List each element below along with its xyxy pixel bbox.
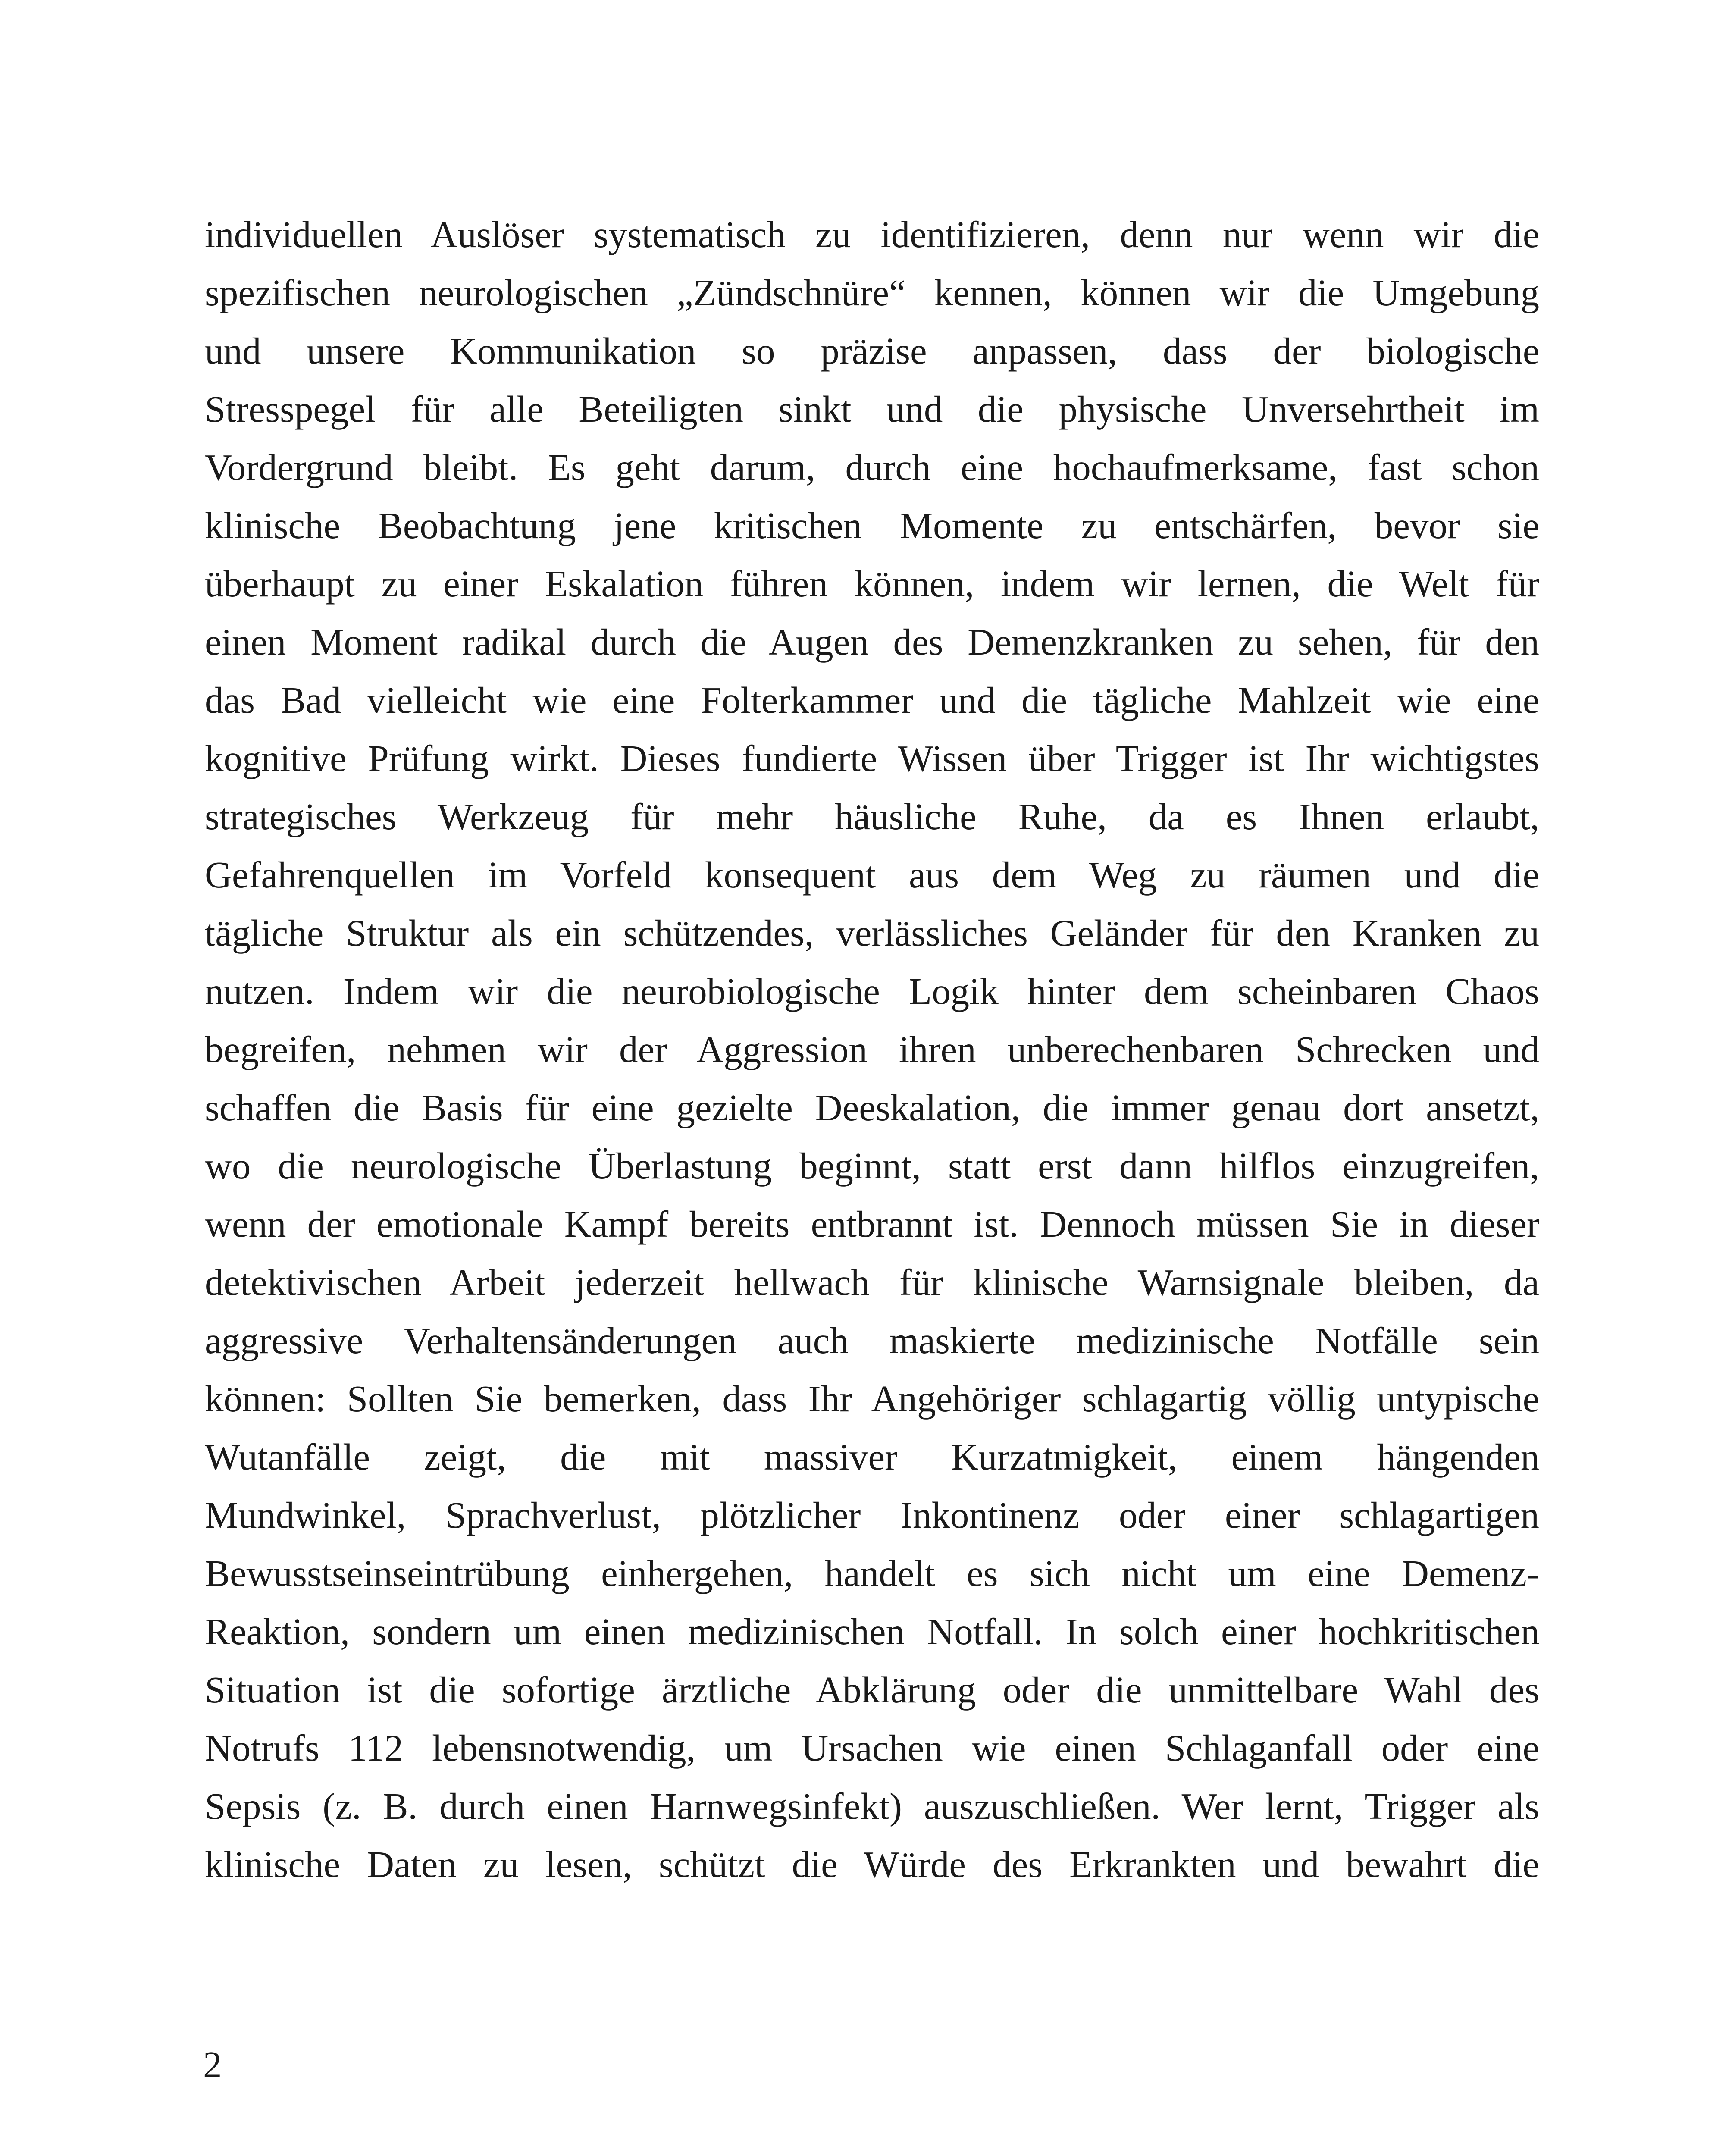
text-line: Bewusstseinseintrübung einhergehen, handelt es sich nicht um eine Demenz- (205, 1552, 1539, 1594)
text-line: klinische Beobachtung jene kritischen Momente zu entschärfen, bevor sie (205, 505, 1540, 546)
text-line: schaffen die Basis für eine gezielte Deeskalation, die immer genau dort ansetzt, (205, 1087, 1540, 1128)
text-line: begreifen, nehmen wir der Aggression ihren unberechenbaren Schrecken und (205, 1028, 1539, 1070)
text-line: Sepsis (z. B. durch einen Harnwegsinfekt) auszuschließen. Wer lernt, Trigger als (205, 1785, 1539, 1827)
text-line: Notrufs 112 lebensnotwendig, um Ursachen wie einen Schlaganfall oder eine (205, 1727, 1540, 1769)
body-paragraph (205, 205, 1539, 1893)
text-line: einen Moment radikal durch die Augen des Demenzkranken zu sehen, für den (205, 621, 1539, 663)
text-line: Mundwinkel, Sprachverlust, plötzlicher Inkontinenz oder einer schlagartigen (205, 1494, 1539, 1536)
text-line: und unsere Kommunikation so präzise anpassen, dass der biologische (205, 330, 1540, 372)
text-line: Reaktion, sondern um einen medizinischen Notfall. In solch einer hochkritischen (205, 1611, 1540, 1652)
text-line: aggressive Verhaltensänderungen auch maskierte medizinische Notfälle sein (205, 1319, 1539, 1361)
text-line: nutzen. Indem wir die neurobiologische Logik hinter dem scheinbaren Chaos (205, 970, 1539, 1012)
text-line: Gefahrenquellen im Vorfeld konsequent aus dem Weg zu räumen und die (205, 854, 1540, 896)
text-line: tägliche Struktur als ein schützendes, verlässliches Geländer für den Kranken zu (205, 912, 1540, 954)
text-line: strategisches Werkzeug für mehr häusliche Ruhe, da es Ihnen erlaubt, (205, 796, 1540, 837)
text-line: Stresspegel für alle Beteiligten sinkt und die physische Unversehrtheit im (205, 388, 1539, 430)
text-line: kognitive Prüfung wirkt. Dieses fundierte Wissen über Trigger ist Ihr wichtigstes (205, 737, 1539, 779)
text-line: klinische Daten zu lesen, schützt die Würde des Erkrankten und bewahrt die (205, 1843, 1539, 1885)
text-line: spezifischen neurologischen „Zündschnüre“ kennen, können wir die Umgebung (205, 272, 1540, 313)
text-line: wenn der emotionale Kampf bereits entbrannt ist. Dennoch müssen Sie in dieser (205, 1203, 1539, 1245)
text-line: Vordergrund bleibt. Es geht darum, durch eine hochaufmerksame, fast schon (205, 446, 1540, 488)
text-line: Situation ist die sofortige ärztliche Abklärung oder die unmittelbare Wahl des (205, 1669, 1539, 1711)
page-number: 2 (203, 2043, 222, 2085)
text-line: können: Sollten Sie bemerken, dass Ihr Angehöriger schlagartig völlig untypische (205, 1378, 1540, 1420)
text-line: detektivischen Arbeit jederzeit hellwach für klinische Warnsignale bleiben, da (205, 1261, 1539, 1303)
text-line: überhaupt zu einer Eskalation führen können, indem wir lernen, die Welt für (205, 563, 1540, 605)
text-line: wo die neurologische Überlastung beginnt, statt erst dann hilflos einzugreifen, (205, 1145, 1539, 1187)
text-line: individuellen Auslöser systematisch zu identifizieren, denn nur wenn wir die (205, 213, 1540, 255)
text-line: Wutanfälle zeigt, die mit massiver Kurzatmigkeit, einem hängenden (205, 1436, 1540, 1478)
text-line: das Bad vielleicht wie eine Folterkammer und die tägliche Mahlzeit wie eine (205, 679, 1540, 721)
